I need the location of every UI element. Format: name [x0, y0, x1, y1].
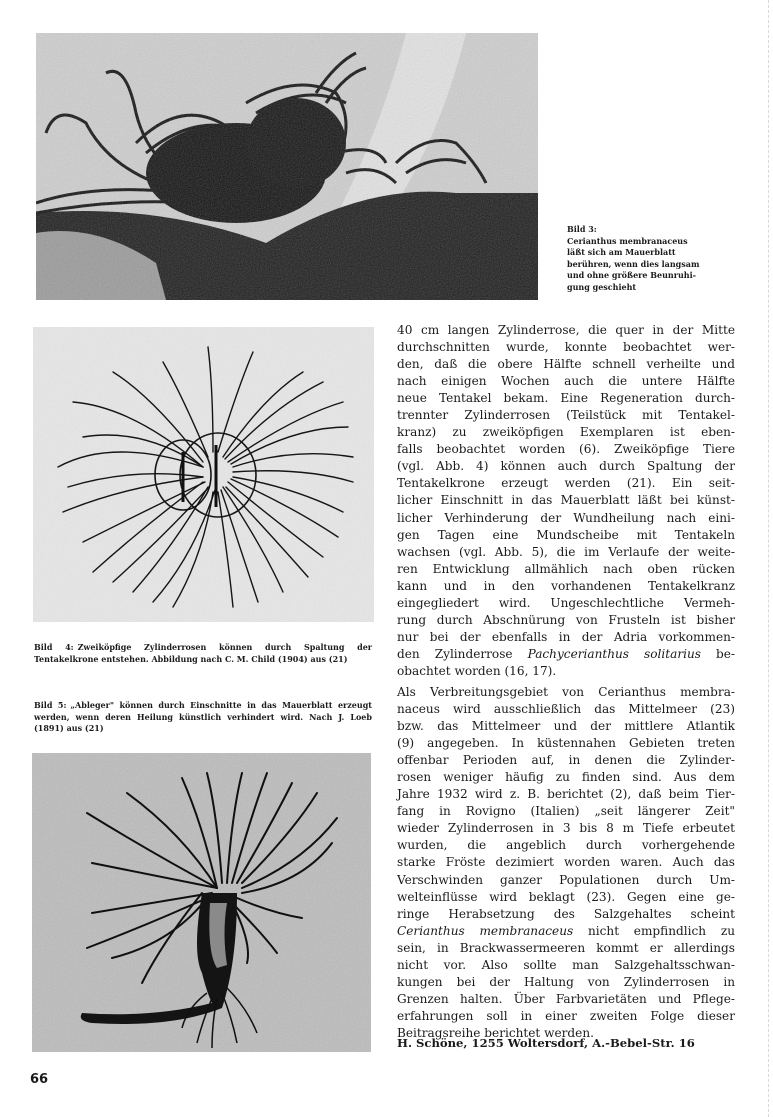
caption-line: Cerianthus membranaceus — [567, 235, 688, 246]
figure-bild5-drawing — [32, 753, 371, 1052]
text-line: Jahre 1932 wird z. B. berichtet (2), daß beim Tier- — [397, 787, 735, 802]
author-signature: H. Schöne, 1255 Woltersdorf, A.-Bebel-Str. 16 — [397, 1036, 695, 1050]
text-line: welteinflüsse wird beklagt (23). Gegen eine ge- — [397, 889, 735, 904]
text-line: starke Fröste dezimiert worden waren. Auch das — [397, 855, 735, 870]
text-line: neue Tentakel bekam. Eine Regeneration durch- — [397, 391, 735, 406]
two-headed-anemone-drawing — [33, 327, 374, 622]
figure-bild4-drawing — [33, 327, 374, 622]
caption-line: berühren, wenn dies langsam — [567, 258, 700, 269]
text-fragment: nicht empfindlich zu — [573, 923, 735, 938]
figure-bild3-caption — [567, 224, 767, 293]
text-line: erfahrungen soll in einer zweiten Folge dieser — [397, 1008, 735, 1023]
figure-bild4-caption — [34, 642, 372, 665]
text-line: Als Verbreitungsgebiet von Cerianthus membra- — [397, 684, 735, 699]
text-line: eingegliedert wird. Ungeschlechtliche Vermeh- — [397, 595, 735, 610]
text-line: den, daß die obere Hälfte schnell verheilte und — [397, 357, 735, 372]
scan-page-edge — [768, 0, 769, 1117]
text-line: kann und in den vorhandenen Tentakelkranz — [397, 578, 735, 593]
caption-label: Bild 4: — [34, 642, 74, 652]
text-line: nach einigen Wochen auch die untere Hälfte — [397, 374, 735, 389]
text-line: kranz) zu zweiköpfigen Exemplaren ist eben- — [397, 425, 735, 440]
text-line: nicht vor. Also sollte man Salzgehaltsschwan- — [397, 957, 735, 972]
caption-label: Bild 5: — [34, 700, 67, 710]
species-name-italic: Cerianthus membranaceus — [397, 923, 574, 938]
text-line: offenbar Perioden auf, in denen die Zylinder- — [397, 753, 735, 768]
anemone-offshoot-drawing — [32, 753, 371, 1052]
caption-line: läßt sich am Mauerblatt — [567, 247, 676, 257]
text-line: (9) angegeben. In küstennahen Gebieten treten — [397, 736, 735, 751]
text-line: kungen bei der Haltung von Zylinderrosen in — [397, 974, 735, 989]
caption-label: Bild 3: — [567, 224, 597, 234]
text-line: fang in Rovigno (Italien) „seit längerer Zeit" — [397, 804, 735, 819]
text-line-with-species — [397, 923, 735, 940]
figure-bild3-photo — [36, 33, 538, 300]
text-line: rosen weniger häufig zu finden sind. Aus dem — [397, 770, 735, 785]
text-line: 40 cm langen Zylinderrose, die quer in der Mitte — [397, 323, 735, 337]
text-line: Beitragsreihe berichtet werden. — [397, 1025, 594, 1040]
text-line: wurden, die angeblich durch vorhergehende — [397, 838, 735, 853]
anemone-photo-illustration — [36, 33, 538, 300]
text-line: wachsen (vgl. Abb. 5), die im Verlaufe der weite- — [397, 544, 735, 559]
article-body-column — [397, 322, 735, 1042]
text-line: trennter Zylinderrosen (Teilstück mit Tentakel- — [397, 408, 735, 423]
caption-text: Zweiköpfige Zylinderrosen können durch Spaltung der Tentakelkrone entstehen. Abbildung nach C. M. Child (1904) aus (21) — [34, 642, 372, 664]
text-line: ringe Herabsetzung des Salzgehaltes scheint — [397, 906, 735, 921]
text-line: sein, in Brackwassermeeren kommt er allerdings — [397, 940, 735, 955]
text-line: nur bei der ebenfalls in der Adria vorkommen- — [397, 629, 735, 644]
text-line: rung durch Abschnürung von Frusteln ist bisher — [397, 612, 735, 627]
body-paragraph-2 — [397, 684, 735, 1042]
text-line: durchschnitten wurde, konnte beobachtet wer- — [397, 340, 735, 355]
caption-line: und ohne größere Beunruhi- — [567, 270, 696, 280]
species-name-italic: Pachycerianthus solitarius — [527, 646, 701, 661]
text-line: Tentakelkrone erzeugt werden (21). Ein seit- — [397, 476, 735, 491]
text-line: naceus wird ausschließlich das Mittelmeer (23) — [397, 702, 735, 717]
text-line-with-species — [397, 646, 735, 663]
text-line: bzw. das Mittelmeer und der mittlere Atlantik — [397, 719, 735, 734]
text-line: Grenzen halten. Über Farbvarietäten und Pflege- — [397, 991, 735, 1006]
text-line: licher Einschnitt in das Mauerblatt läßt bei künst- — [397, 493, 735, 508]
text-line: gen Tagen eine Mundscheibe mit Tentakeln — [397, 527, 735, 542]
text-fragment: be- — [700, 646, 735, 661]
text-line: ren Entwicklung allmählich nach oben rücken — [397, 561, 735, 576]
page-number: 66 — [30, 1072, 49, 1087]
text-line: wieder Zylinderrosen in 3 bis 8 m Tiefe erbeutet — [397, 821, 735, 836]
text-line: licher Verhinderung der Wundheilung nach eini- — [397, 510, 735, 525]
caption-line: gung geschieht — [567, 281, 637, 292]
text-line: obachtet worden (16, 17). — [397, 663, 557, 678]
text-line: falls beobachtet worden (6). Zweiköpfige Tiere — [397, 442, 735, 457]
text-line: (vgl. Abb. 4) können auch durch Spaltung der — [397, 459, 735, 474]
text-line: Verschwinden ganzer Populationen durch Um- — [397, 872, 735, 887]
figure-bild5-caption — [34, 700, 372, 735]
body-paragraph-1 — [397, 322, 735, 680]
text-fragment: den Zylinderrose — [397, 646, 528, 661]
caption-text: „Ableger" können durch Einschnitte in das Mauerblatt erzeugt werden, wenn deren Heilung künstlich verhindert wird. Nach J. Loeb (1891) aus (21) — [34, 700, 372, 733]
